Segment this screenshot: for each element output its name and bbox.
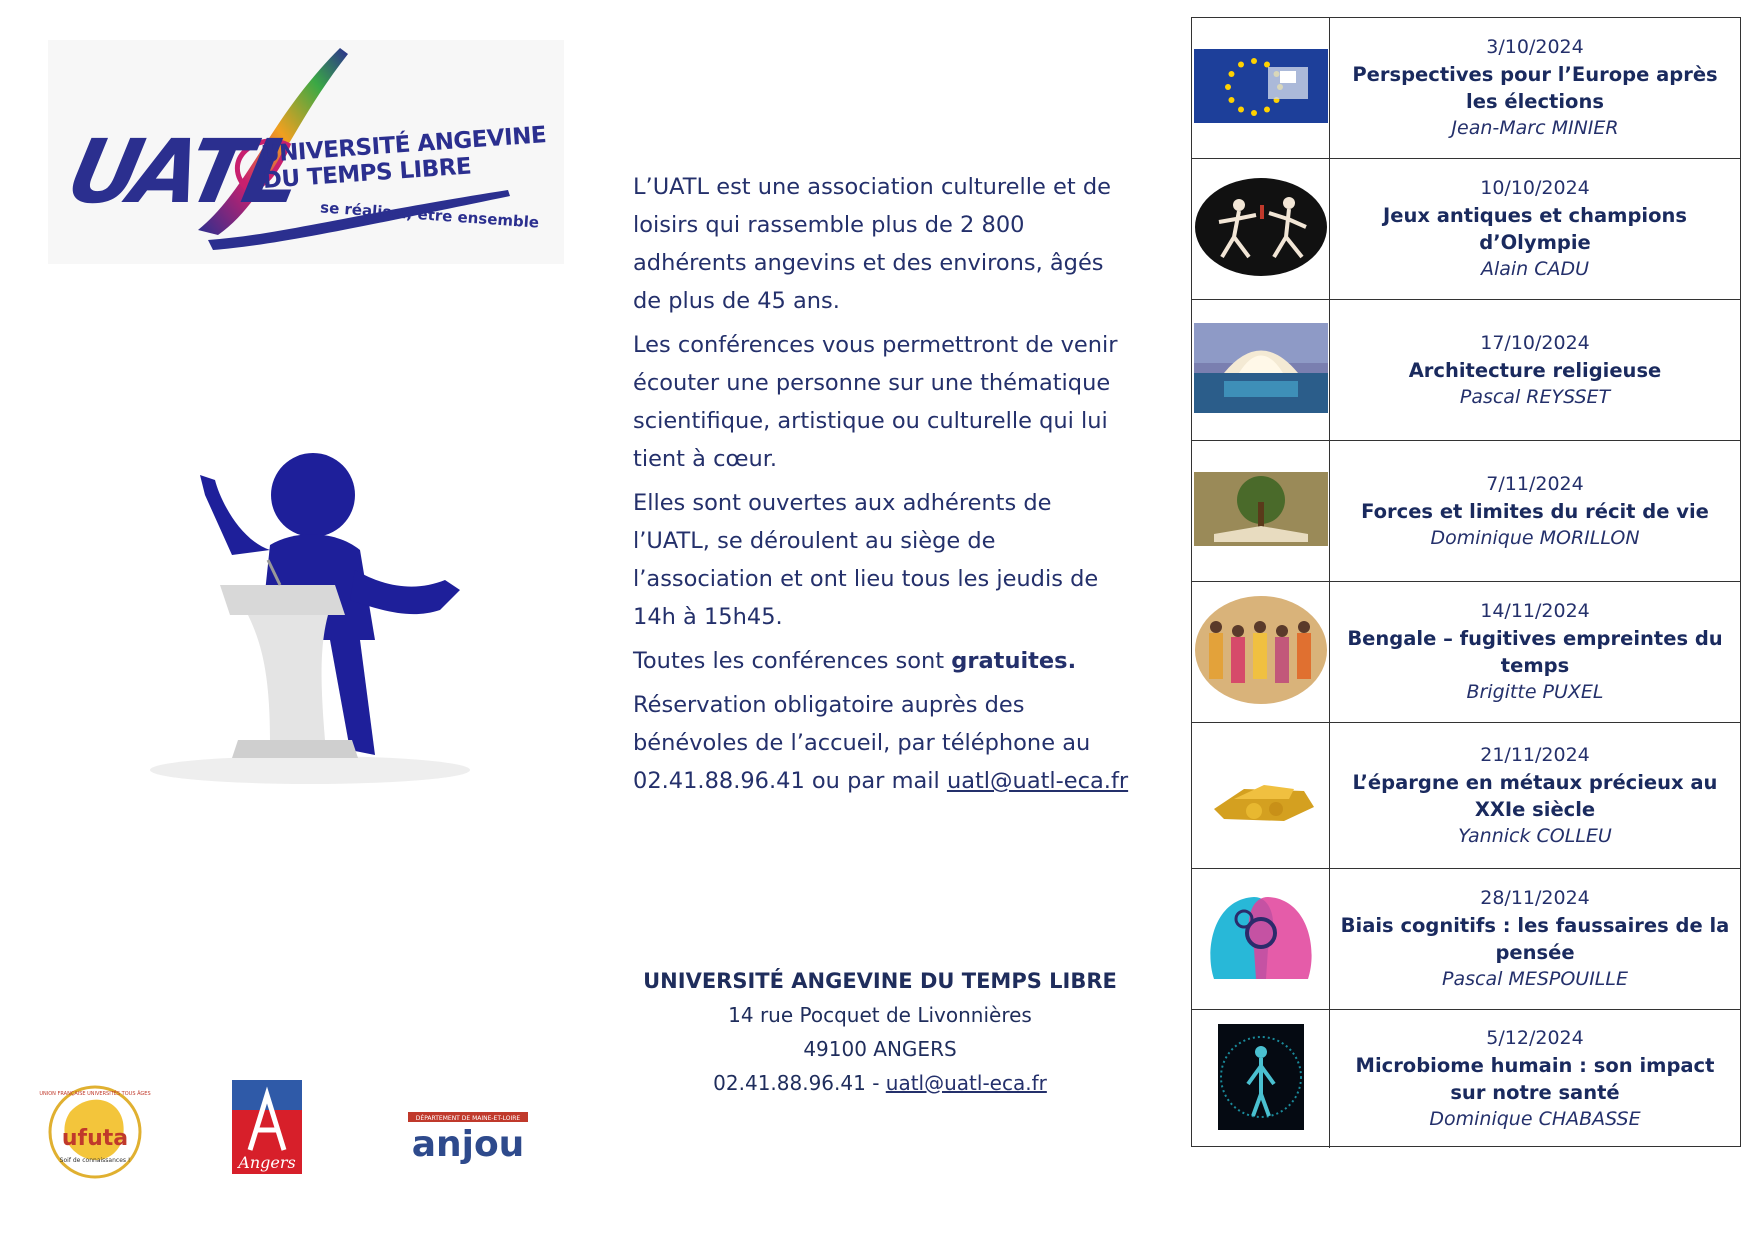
conference-speaker: Pascal REYSSET	[1459, 385, 1611, 408]
conference-title: L’épargne en métaux précieux au XXIe siècle	[1352, 770, 1718, 821]
schedule-row	[1192, 723, 1740, 869]
schedule-row	[1192, 441, 1740, 582]
intro-paragraph-4	[633, 642, 1133, 680]
intro-paragraph-2: Les conférences vous permettront de venir écouter une personne sur une thématique scientifique, artistique ou culturelle qui lui tient à cœur.	[633, 332, 1118, 472]
conference-speaker: Yannick COLLEU	[1458, 824, 1612, 847]
conference-title: Architecture religieuse	[1408, 358, 1662, 382]
address-email-link[interactable]: uatl@uatl-eca.fr	[885, 1071, 1047, 1095]
schedule-row	[1192, 869, 1740, 1010]
conference-thumbnail	[1192, 1010, 1330, 1148]
intro-email-link[interactable]: uatl@uatl-eca.fr	[946, 768, 1129, 794]
city: 49100 ANGERS	[803, 1037, 957, 1061]
angers-wordmark: Angers	[238, 1153, 296, 1172]
conference-speaker: Pascal MESPOUILLE	[1442, 968, 1628, 990]
uatl-logo	[48, 40, 564, 264]
tree-on-book-image	[1194, 472, 1328, 550]
schedule-row	[1192, 18, 1740, 159]
conference-title: Bengale – fugitives empreintes du temps	[1347, 627, 1723, 677]
conference-date: 28/11/2024	[1480, 887, 1590, 909]
conference-info	[1330, 441, 1740, 581]
conference-title: Microbiome humain : son impact sur notre santé	[1355, 1054, 1715, 1104]
intro-paragraph-3: Elles sont ouvertes aux adhérents de l’UATL, se déroulent au siège de l’association et ont lieu tous les jeudis de 14h à 15h45.	[633, 490, 1099, 630]
reservation-text: Réservation obligatoire auprès des bénévoles de l’accueil, par téléphone au 02.41.88.96.41 ou par mail	[633, 692, 1091, 794]
conference-title: Jeux antiques et champions d’Olympie	[1382, 204, 1688, 254]
conference-date: 5/12/2024	[1486, 1027, 1584, 1049]
conference-title: Forces et limites du récit de vie	[1361, 499, 1709, 523]
schedule-row	[1192, 1010, 1740, 1148]
anjou-logo	[408, 1112, 528, 1165]
schedule-row	[1192, 300, 1740, 441]
conference-date: 21/11/2024	[1480, 743, 1590, 766]
conference-info	[1330, 723, 1740, 868]
angers-logo	[232, 1080, 302, 1174]
logo-name: UNIVERSITÉ ANGEVINE DU TEMPS LIBRE	[260, 122, 548, 194]
conference-thumbnail	[1192, 18, 1330, 158]
conference-info	[1330, 18, 1740, 158]
street-address: 14 rue Pocquet de Livonnières	[728, 1003, 1032, 1027]
eu-ballot-box-image	[1194, 49, 1328, 127]
free-text: Toutes les conférences sont	[633, 648, 952, 674]
bengali-women-image	[1194, 595, 1328, 709]
conference-speaker: Dominique MORILLON	[1430, 526, 1640, 549]
conference-title: Perspectives pour l’Europe après les élections	[1352, 63, 1718, 113]
ufuta-ring-text: UNION FRANÇAISE UNIVERSITÉS TOUS ÂGES	[39, 1091, 151, 1097]
conference-info	[1330, 582, 1740, 722]
conference-info	[1330, 159, 1740, 299]
ufuta-wordmark: ufuta	[61, 1126, 129, 1151]
conference-speaker: Jean-Marc MINIER	[1451, 117, 1619, 139]
conference-speaker: Alain CADU	[1480, 258, 1590, 280]
conference-thumbnail	[1192, 441, 1330, 581]
free-emphasis: gratuites.	[951, 648, 1077, 674]
conference-info	[1330, 1010, 1740, 1148]
conference-thumbnail	[1192, 159, 1330, 299]
intro-paragraph-1: L’UATL est une association culturelle et de loisirs qui rassemble plus de 2 800 adhérents angevins et des environs, âgés de plus de 45 ans.	[633, 174, 1111, 314]
contact-line	[620, 1066, 1140, 1100]
conference-speaker: Brigitte PUXEL	[1466, 681, 1604, 703]
logo-mark: UATL	[59, 120, 309, 223]
phone-number: 02.41.88.96.41	[713, 1071, 866, 1095]
anjou-department-text: DÉPARTEMENT DE MAINE-ET-LOIRE	[415, 1115, 521, 1122]
conference-date: 7/11/2024	[1486, 472, 1584, 495]
organisation-name: UNIVERSITÉ ANGEVINE DU TEMPS LIBRE	[643, 969, 1117, 993]
brain-gears-image	[1194, 889, 1328, 989]
conference-thumbnail	[1192, 300, 1330, 440]
anjou-wordmark: anjou	[411, 1124, 525, 1165]
conference-thumbnail	[1192, 723, 1330, 868]
logo-slogan: se réaliser, être ensemble	[319, 198, 540, 232]
conference-speaker: Dominique CHABASSE	[1429, 1108, 1641, 1130]
human-microbiome-image	[1218, 1024, 1304, 1134]
intro-paragraph-5	[633, 686, 1133, 800]
conference-date: 17/10/2024	[1480, 331, 1590, 354]
conference-info	[1330, 300, 1740, 440]
address-block	[620, 964, 1140, 1100]
speaker-at-lectern-illustration	[120, 440, 500, 796]
conference-date: 3/10/2024	[1486, 36, 1584, 58]
gold-bars-image	[1194, 759, 1328, 833]
separator: -	[865, 1071, 886, 1095]
schedule-row	[1192, 582, 1740, 723]
lotus-temple-image	[1194, 323, 1328, 417]
conference-info	[1330, 869, 1740, 1009]
ufuta-tagline: Soif de connaissances !	[59, 1157, 131, 1164]
conference-thumbnail	[1192, 582, 1330, 722]
greek-runners-image	[1194, 177, 1328, 281]
conference-date: 14/11/2024	[1480, 600, 1590, 622]
conference-title: Biais cognitifs : les faussaires de la pensée	[1340, 914, 1730, 964]
conference-thumbnail	[1192, 869, 1330, 1009]
conference-schedule-table	[1191, 17, 1741, 1147]
ufuta-logo	[39, 1082, 151, 1182]
association-description	[633, 168, 1133, 806]
conference-date: 10/10/2024	[1480, 177, 1590, 199]
schedule-row	[1192, 159, 1740, 300]
